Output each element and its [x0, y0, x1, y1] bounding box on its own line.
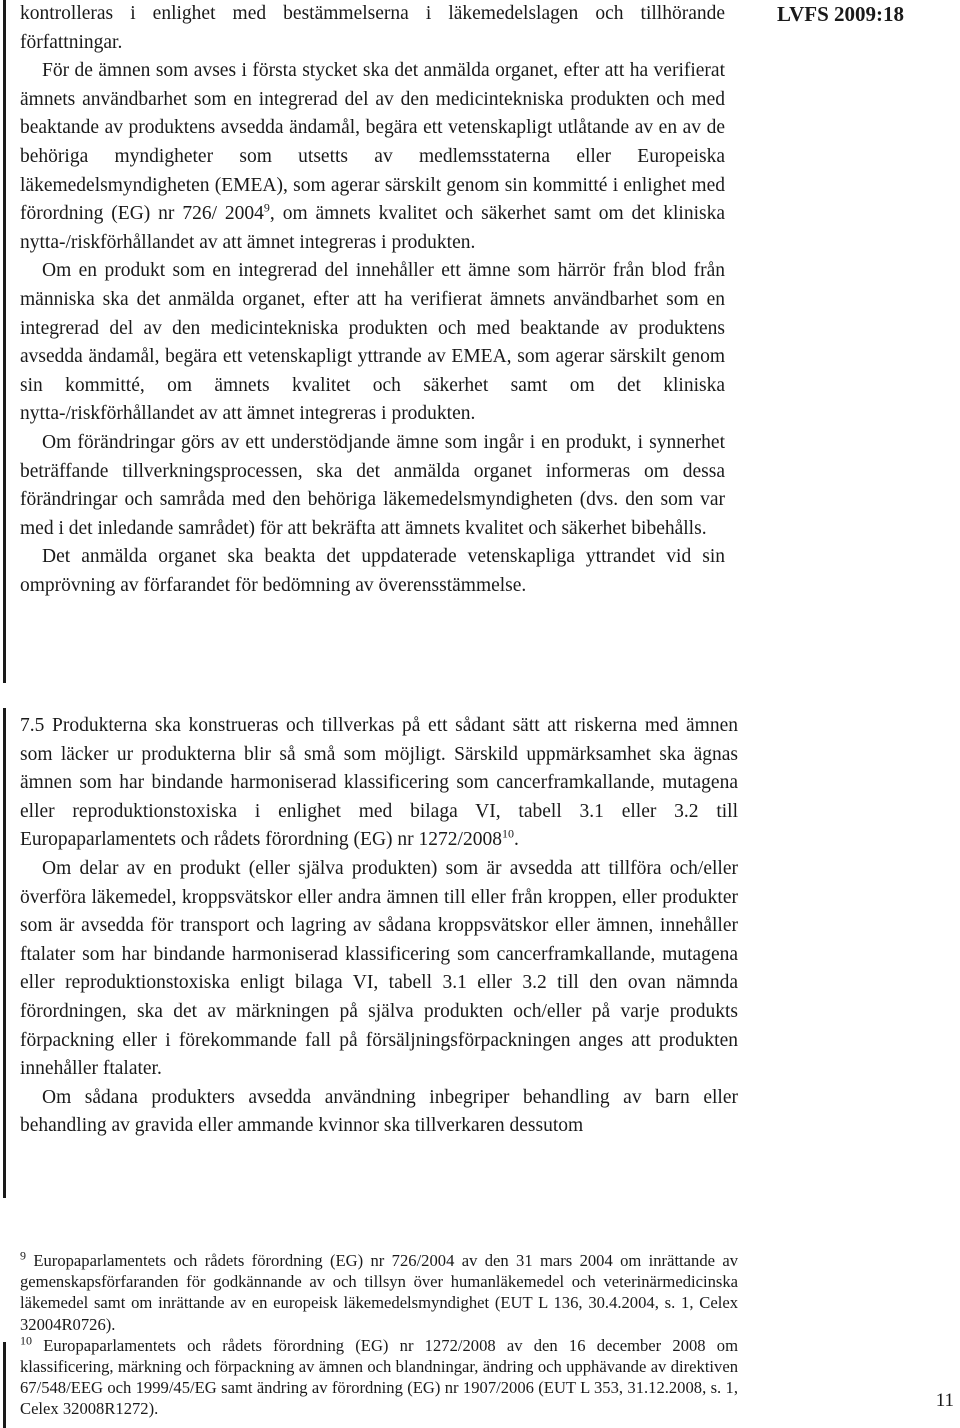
paragraph: kontrolleras i enlighet med bestämmelserna i läkemedelslagen och tillhörande författningar.	[20, 3, 725, 53]
document-code: LVFS 2009:18	[777, 2, 904, 26]
paragraph: Om sådana produkters avsedda användning inbegriper behandling av barn eller behandling av gravida eller ammande kvinnor ska tillverkaren dessutom	[20, 1086, 738, 1137]
footnote-number: 10	[20, 1333, 32, 1348]
change-bar-section-1	[3, 0, 6, 683]
footnote-text: Europaparlamentets och rådets förordning (EG) nr 726/2004 av den 31 mars 2004 om inrättande av gemenskapsförfaranden för godkännande av och tillsyn över humanläkemedel och veterinärmedicinska läkemedel samt om inrättande av en europeisk läkemedelsmyndighet (EUT L 136, 30.4.2004, s. 1, Celex 32004R0726).	[20, 1251, 738, 1334]
footnote-ref-9[interactable]: 9	[263, 200, 270, 215]
paragraph: Om en produkt som en integrerad del innehåller ett ämne som härrör från blod från människa ska det anmälda organet, efter att ha verifierat ämnets användbarhet som en integrerad del av den medicintekniska produkten och med beaktande av produktens avsedda ändamål, begära ett vetenskapligt yttrande av EMEA, som agerar särskilt genom sin kommitté, om ämnets kvalitet och säkerhet samt om det kliniska nytta-/riskförhållandet av att ämnet integreras i produkten.	[20, 260, 725, 425]
paragraph-text: 7.5 Produkterna ska konstrueras och tillverkas på ett sådant sätt att riskerna med ämnen som läcker ur produkterna blir så små som möjligt. Särskild uppmärksamhet ska ägnas ämnen som har bindande harmoniserad klassificering som cancerframkallande, mutagena eller reproduktionstoxiska i enlighet med bilaga VI, tabell 3.1 eller 3.2 till Europaparlamentets och rådets förordning (EG) nr 1272/2008	[20, 715, 738, 851]
change-bar-section-2	[3, 708, 6, 1198]
change-bar-footnote	[3, 1342, 6, 1428]
paragraph: Om delar av en produkt (eller själva produkten) som är avsedda att tillföra och/eller överföra läkemedel, kroppsvätskor eller andra ämnen till eller från kroppen, eller produkter som är avsedda för transport och lagring av sådana kroppsvätskor eller ämnen, innehåller ftalater som har bindande harmoniserad klassificering som cancerframkallande, mutagena eller reproduktionstoxiska enligt bilaga VI, tabell 3.1 eller 3.2 till den ovan nämnda förordningen, ska det av märkningen på själva produkten och/eller på varje produkts förpackning eller i förekommande fall på försäljningsförpackningen anges att produkten innehåller ftalater.	[20, 857, 738, 1080]
paragraph	[20, 712, 738, 855]
section-7-5	[20, 712, 738, 1141]
footnote-10	[20, 1335, 738, 1420]
paragraph-text: .	[513, 829, 519, 851]
footnote-text: Europaparlamentets och rådets förordning (EG) nr 1272/2008 av den 16 december 2008 om klassificering, märkning och förpackning av ämnen och blandningar, ändring och upphävande av direktiven 67/548/EEG och 1999/45/EG samt ändring av förordning (EG) nr 1907/2006 (EUT L 353, 31.12.2008, s. 1, Celex 32008R1272).	[20, 1335, 738, 1419]
footnote-9	[20, 1250, 738, 1335]
footnotes	[20, 1250, 738, 1420]
paragraph-text: För de ämnen som avses i första stycket ska det anmälda organet, efter att ha verifierat ämnets användbarhet som en integrerad del av den medicintekniska produkten och med beaktande av produktens avsedda ändamål, begära ett vetenskapligt utlåtande av en av de behöriga myndigheter som utsetts av medlemsstaterna eller Europeiska läkemedelsmyndigheten (EMEA), som agerar särskilt genom sin kommitté i enlighet med förordning (EG) nr 726/ 2004	[20, 60, 725, 225]
paragraph: Det anmälda organet ska beakta det uppdaterade vetenskapliga yttrandet vid sin omprövning av förfarandet för bedömning av överensstämmelse.	[20, 546, 725, 596]
paragraph-text: , om ämnets kvalitet och säkerhet samt om det kliniska nytta-/riskförhållandet av att ämnet integreras i produkten.	[20, 203, 726, 253]
paragraph: Om förändringar görs av ett understödjande ämne som ingår i en produkt, i synnerhet beträffande tillverkningsprocessen, ska det anmälda organet informeras om dessa förändringar och samråda med den behöriga läkemedelsmyndigheten (dvs. den som var med i det inledande samrådet) för att bekräfta att ämnets kvalitet och säkerhet bibehålls.	[20, 431, 725, 539]
footnote-ref-10[interactable]: 10	[501, 826, 514, 841]
paragraph	[20, 57, 725, 257]
section-7-4-continued	[20, 0, 725, 600]
footnote-number: 9	[20, 1248, 26, 1263]
page-number: 11	[935, 1390, 954, 1411]
